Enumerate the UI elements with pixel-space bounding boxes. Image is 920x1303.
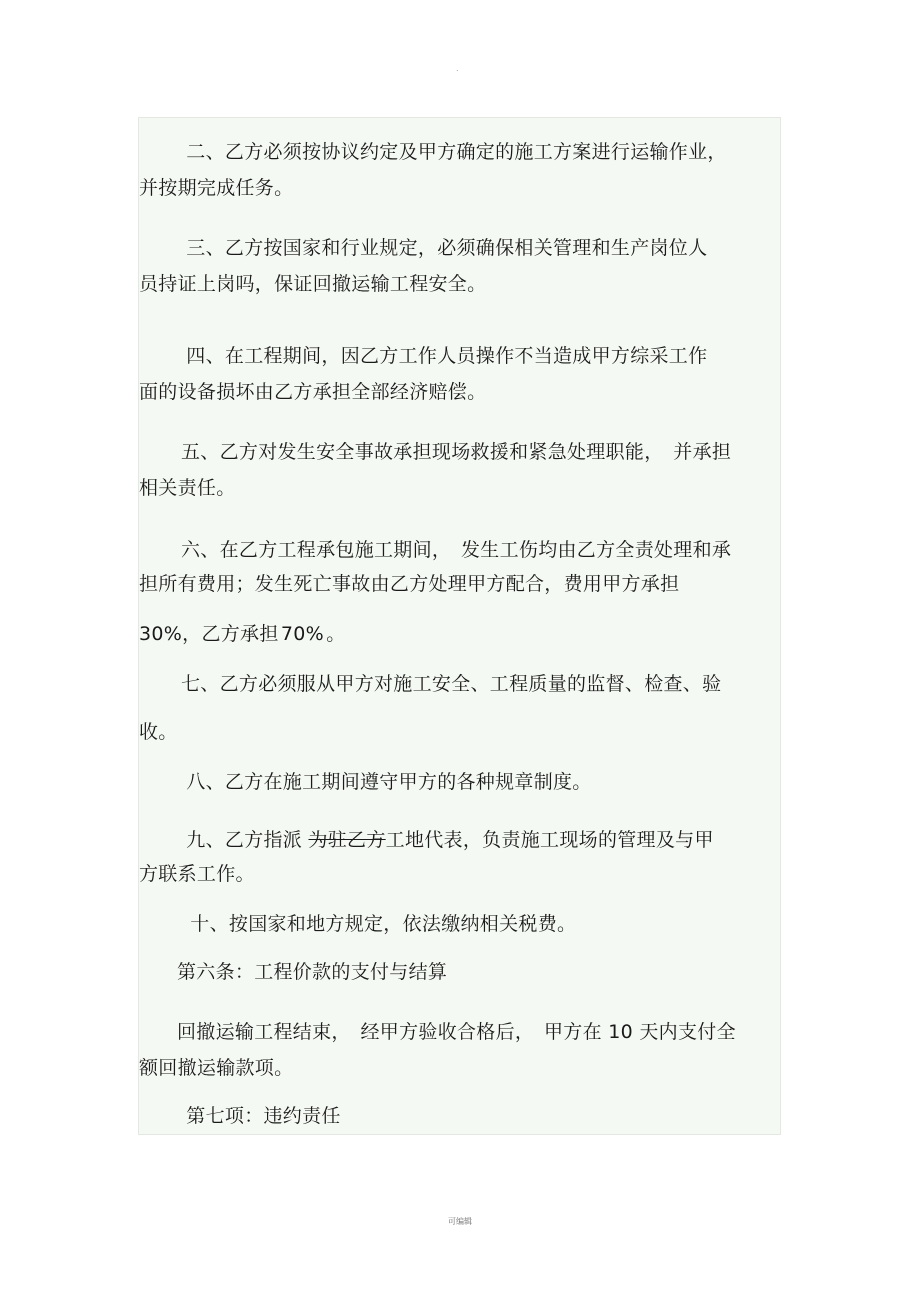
- payment-text-b: 天内支付全: [639, 1021, 736, 1043]
- paragraph-4-line-1: 四、在工程期间，因乙方工作人员操作不当造成甲方综采工作: [167, 345, 708, 367]
- paragraph-8: 八、乙方在施工期间遵守甲方的各种规章制度。: [167, 771, 592, 793]
- paragraph-3-line-1: 三、乙方按国家和行业规定，必须确保相关管理和生产岗位人: [167, 237, 708, 259]
- paragraph-3-line-2: 员持证上岗吗，保证回撤运输工程安全。: [139, 273, 487, 295]
- paragraph-7-line-1: 七、乙方必须服从甲方对施工安全、工程质量的监督、检查、验: [181, 673, 722, 695]
- article-6-heading: 第六条：工程价款的支付与结算: [177, 961, 448, 983]
- p9-text-a: 九、乙方指派: [167, 829, 303, 851]
- percent-end: 。: [326, 623, 346, 645]
- article-7-heading: 第七项：违约责任: [167, 1105, 341, 1127]
- p9-text-b: 工地代表，负责施工现场的管理及与甲: [385, 829, 714, 851]
- payment-text-a: 回撤运输工程结束， 经甲方验收合格后， 甲方在: [177, 1021, 602, 1043]
- document-body: [138, 117, 781, 1135]
- paragraph-9-line-2: 方联系工作。: [139, 863, 255, 885]
- percent-text: ，乙方承担: [182, 623, 279, 645]
- paragraph-7-line-2: 收。: [139, 721, 178, 743]
- payment-line-1: [177, 1020, 736, 1044]
- paragraph-6-line-1: 六、在乙方工程承包施工期间， 发生工伤均由乙方全责处理和承: [181, 539, 732, 561]
- header-mark: .: [456, 64, 459, 73]
- p9-struck-text: 为驻乙方: [308, 829, 386, 851]
- paragraph-10: 十、按国家和地方规定，依法缴纳相关税费。: [171, 913, 577, 935]
- paragraph-2-line-2: 并按期完成任务。: [139, 177, 294, 199]
- paragraph-5-line-2: 相关责任。: [139, 477, 236, 499]
- paragraph-6-line-2: 担所有费用；发生死亡事故由乙方处理甲方配合，费用甲方承担: [139, 573, 680, 595]
- paragraph-9-line-1: [167, 828, 714, 852]
- footer-editable-label: 可编辑: [448, 1217, 472, 1226]
- paragraph-4-line-2: 面的设备损坏由乙方承担全部经济赔偿。: [139, 381, 487, 403]
- percent-b: 70%: [280, 623, 324, 645]
- paragraph-5-line-1: 五、乙方对发生安全事故承担现场救援和紧急处理职能， 并承担: [181, 441, 732, 463]
- paragraph-2-line-1: 二、乙方必须按协议约定及甲方确定的施工方案进行运输作业，: [167, 141, 727, 163]
- payment-line-2: 额回撤运输款项。: [139, 1057, 294, 1079]
- percent-a: 30%: [139, 623, 183, 645]
- payment-days: 10: [608, 1021, 634, 1043]
- paragraph-6-line-3: [139, 622, 346, 646]
